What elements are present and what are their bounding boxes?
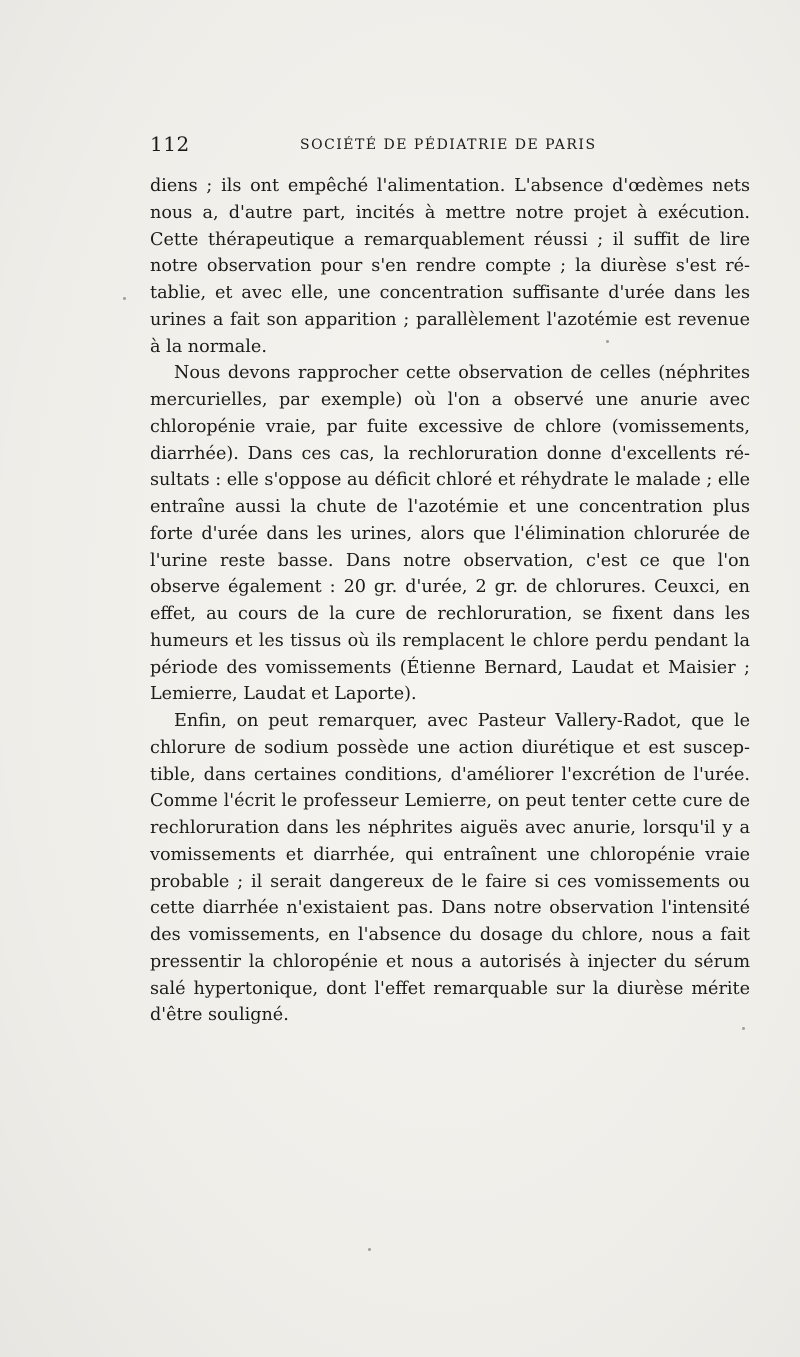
paper-speck [368,1248,371,1251]
paragraph-chloropenia: Nous devons rapprocher cette observation de celles (néphrites mercurielles, par exemple) où l'on a observé une anurie avec chloropénie vraie, par fuite excessive de chlore (vomissements, diarrhée). Dans ces cas, la rechloruration donne d'excellents résultats : elle s'oppose au déficit chloré et réhydrate le malade ; elle entraîne aussi la chute de l'azotémie et une concentration plus forte d'urée dans les urines, alors que l'élimination chlorurée de l'urine reste basse. Dans notre observation, c'est ce que l'on observe également : 20 gr. d'urée, 2 gr. de chlorures. Ceuxci, en effet, au cours de la cure de rechloruration, se fixent dans les humeurs et les tissus où ils remplacent le chlore perdu pendant la période des vomissements (Étienne Bernard, Laudat et Maisier ; Lemierre, Laudat et Laporte). [150,363,751,705]
paragraph-conclusion: Enfin, on peut remarquer, avec Pasteur Vallery-Radot, que le chlorure de sodium possède une action diurétique et est susceptible, dans certaines conditions, d'améliorer l'excrétion de l'urée. Comme l'écrit le professeur Lemierre, on peut tenter cette cure de rechloruration dans les néphrites aiguës avec anurie, lorsqu'il y a vomissements et diarrhée, qui entraînent une chloropénie vraie probable ; il serait dangereux de le faire si ces vomissements ou cette diarrhée n'existaient pas. Dans notre observation l'intensité des vomissements, en l'absence du dosage du chlore, nous a fait pressentir la chloropénie et nous a autorisés à injecter du sérum salé hypertonique, dont l'effet remarquable sur la diurèse mérite d'être souligné. [150,711,750,1026]
paragraph-continuation: diens ; ils ont empêché l'alimentation. L'absence d'œdèmes nets nous a, d'autre part, incités à mettre notre projet à exécution. Cette thérapeutique a remarquablement réussi ; il suffit de lire notre observation pour s'en rendre compte ; la diurèse s'est rétablie, et avec elle, une concentration suffisante d'urée dans les urines a fait son apparition ; parallèlement l'azotémie est revenue à la normale. [150,176,750,357]
body-text [150,173,750,1029]
page-number: 112 [150,132,190,156]
paper-speck [123,297,126,300]
page-header [150,132,750,162]
running-head: SOCIÉTÉ DE PÉDIATRIE DE PARIS [300,137,597,153]
paper-speck [742,1027,745,1030]
paper-speck [606,340,609,343]
